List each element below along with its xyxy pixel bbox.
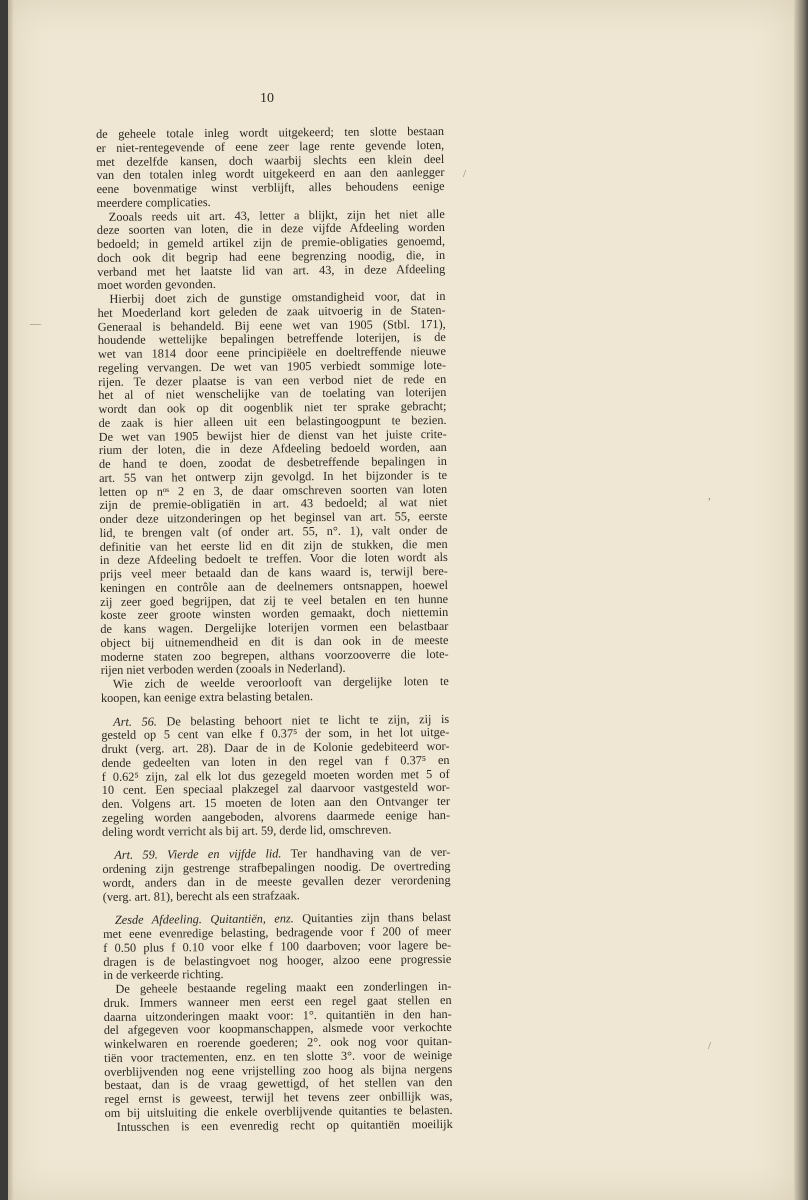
line-text: koopen, kan eenige extra belasting betalen.	[100, 688, 314, 705]
line-text: rijen. Te dezer plaatse is van een verbod niet de rede en	[98, 371, 447, 389]
line-text: regeling vervangen. De wet van 1905 verbiedt sommige lote-	[98, 357, 447, 375]
line-text: prijs veel meer betaald dan de kans waard is, terwijl bere-	[99, 563, 448, 581]
pencil-mark: —	[30, 318, 41, 330]
line-text: De geheele bestaande regeling maakt een zonderlingen in-	[115, 978, 452, 996]
line-text: Hierbij doet zich de gunstige omstandigheid voor, dat in	[109, 288, 446, 306]
page-number: 10	[260, 91, 274, 106]
line-text: gesteld op 5 cent van elke f 0.37⁵ der som, in het lot uitge-	[101, 725, 450, 743]
line-text: keningen en contrôle aan de deelnemers ontsnappen, hoewel	[99, 577, 449, 595]
line-text: houdende wettelijke bepalingen betreffende loterijen, is de	[97, 330, 446, 348]
line-text: bedoeld; in gemeld artikel zijn de premie-obligaties genoemd,	[96, 233, 446, 251]
line-text: bestaat, dan is de vraag gewettigd, of het stellen van den	[104, 1075, 453, 1093]
line-text: den. Volgens art. 15 moeten de loten aan den Ontvanger ter	[101, 793, 450, 811]
italic-heading: Art. 59. Vierde en vijfde lid.	[114, 846, 282, 863]
line-text: koste zeer groote winsten worden gemaakt, doch niettemin	[100, 605, 449, 623]
line-text: er niet-rentegevende of eene zeer lage rente gevende loten,	[96, 137, 445, 155]
body-text	[96, 125, 453, 1134]
line-text: de kans wagen. Dergelijke loterijen vormen een belastbaar	[100, 618, 449, 636]
line-text: de zaak is hier alleen uit een belastingoogpunt te bezien.	[98, 412, 447, 430]
line-text: deze soorten van loten, die in deze vijfde Afdeeling worden	[96, 220, 445, 238]
book-spine	[794, 0, 808, 1200]
line-text: met dezelfde kansen, doch waarbij slechts een klein deel	[96, 151, 445, 169]
line-text: del afgegeven voor koopmanschappen, alsmede voor verkochte	[103, 1020, 452, 1038]
line-text: zij zeer goed begrijpen, dat zij te veel betalen en ten hunne	[100, 591, 449, 609]
line-text: wet van 1814 door eene principiëele en doeltreffende nieuwe	[97, 343, 447, 361]
text-line	[105, 1117, 453, 1134]
pencil-mark: /	[708, 1040, 712, 1052]
line-text: de hand te doen, zoodat de desbetreffende bepalingen in	[98, 453, 447, 471]
line-text: De wet van 1905 bewijst hier de dienst van het juiste crite-	[98, 426, 447, 444]
line-text: Zooals reeds uit art. 43, letter a blijkt, zijn het niet alle	[108, 206, 445, 224]
line-text: overblijvenden nog eene vrijstelling zoo hoog als bijna nergens	[104, 1061, 453, 1079]
line-text: zijn de premie-obligatiën in art. 43 bedoeld; al wat niet	[99, 495, 448, 513]
italic-heading: Art. 56.	[113, 713, 157, 729]
line-text: met eene evenredige belasting, bedragende voor f 200 of meer	[102, 923, 452, 941]
line-text: doch ook dit begrip had eene begrenzing noodig, die, in	[97, 247, 446, 265]
line-text: wordt, anders dan in de meeste gevallen dezer verordening	[102, 872, 451, 890]
line-text: van den totalen inleg wordt uitgekeerd en aan den aanlegger	[96, 165, 445, 183]
line-text: het al of niet wenschelijke van de toelating van loterijen	[98, 385, 447, 403]
line-text: het Moederland kort geleden de zaak uitvoerig in de Staten-	[97, 302, 446, 320]
document-page	[8, 0, 794, 1200]
line-text: Generaal is behandeld. Bij eene wet van 1905 (Stbl. 171),	[97, 316, 446, 334]
line-text: onder deze uitzonderingen op het beginsel van art. 55, eerste	[99, 508, 448, 526]
pencil-mark: /	[463, 168, 467, 180]
page-edge-shadow	[8, 0, 14, 1200]
line-text: moderne staten zoo begrepen, althans voorzooverre die lote-	[100, 646, 449, 664]
line-text: art. 55 van het ontwerp zijn gevolgd. In het bijzonder is te	[98, 467, 448, 485]
line-text: rium der loten, die in deze Afdeeling bedoeld worden, aan	[98, 440, 447, 458]
line-text: om bij uitsluiting die enkele overblijvende quitanties te belasten.	[104, 1102, 453, 1120]
line-text: verband met het laatste lid van art. 43, in deze Afdeeling	[97, 261, 446, 279]
line-text: winkelwaren en roerende goederen; 2°. ook nog voor quitan-	[103, 1033, 453, 1051]
line-text: lid, te brengen valt (of onder art. 55, n°. 1), valt onder de	[99, 522, 448, 540]
line-text: f 0.62⁵ zijn, zal elk lot dus gezegeld moeten worden met 5 of	[101, 766, 450, 784]
line-text: ordening zijn gestrenge strafbepalingen noodig. De overtreding	[102, 858, 451, 876]
line-text: (verg. art. 81), berecht als een strafzaak.	[102, 887, 300, 904]
line-text: 10 cent. Een speciaal plakzegel zal daarvoor vastgesteld wor-	[101, 780, 450, 798]
line-text: De belasting behoort niet te licht te zijn, zij is	[156, 711, 450, 728]
line-text: tiën voor tractementen, enz. en ten slotte 3°. voor de weinige	[104, 1047, 453, 1065]
pencil-mark: ,	[708, 490, 711, 502]
line-text: dende gedeelten van loten in den regel van f 0.37⁵ en	[101, 752, 450, 770]
line-text: deling wordt verricht als bij art. 59, derde lid, omschreven.	[102, 821, 392, 839]
line-text: druk. Immers wanneer men eerst een regel gaat stellen en	[103, 992, 452, 1010]
line-text: letten op nᵒˢ 2 en 3, de daar omschreven soorten van loten	[99, 481, 448, 499]
line-text: rijen niet verboden werden (zooals in Nederland).	[100, 661, 346, 678]
line-text: daarna uitzonderingen maakt voor: 1°. quitantiën in den han-	[103, 1006, 452, 1024]
line-text: wordt dan ook op dit oogenblik niet ter sprake gebracht;	[98, 398, 447, 416]
line-text: in de verkeerde richting.	[103, 967, 224, 983]
line-text: de geheele totale inleg wordt uitgekeerd; ten slotte bestaan	[95, 123, 445, 141]
line-text: regel ernst is geweest, terwijl het tevens zeer onbillijk was,	[104, 1088, 453, 1106]
italic-heading: Zesde Afdeeling. Quitantiën, enz.	[114, 911, 294, 928]
line-text: drukt (verg. art. 28). Daar de in de Kolonie gedebiteerd wor-	[101, 738, 450, 756]
line-text: dragen is de belastingvoet nog hooger, alzoo eene progressie	[103, 951, 452, 969]
line-text: in deze Afdeeling bedoelt te treffen. Voor die loten wordt als	[99, 550, 448, 568]
line-text: meerdere complicaties.	[96, 194, 211, 210]
line-text: object bij uitnemendheid en dit is dan ook in de meeste	[100, 632, 449, 650]
line-text: Quitanties zijn thans belast	[293, 910, 451, 926]
line-text: eene bovenmatige winst verblijft, alles behoudens eenige	[96, 178, 445, 196]
line-text: f 0.50 plus f 0.10 voor elke f 100 daarboven; voor lagere be-	[103, 937, 452, 955]
line-text: Intusschen is een evenredig recht op quitantiën moeilijk	[116, 1116, 453, 1134]
line-text: Ter handhaving van de ver-	[281, 845, 451, 861]
line-text: Wie zich de weelde veroorlooft van dergelijke loten te	[112, 673, 449, 691]
line-text: moet worden gevonden.	[97, 277, 216, 293]
line-text: definitie van het eerste lid en dit zijn de stukken, die men	[99, 536, 448, 554]
line-text: zegeling worden aangeboden, alvorens daarmede eenige han-	[101, 807, 451, 825]
